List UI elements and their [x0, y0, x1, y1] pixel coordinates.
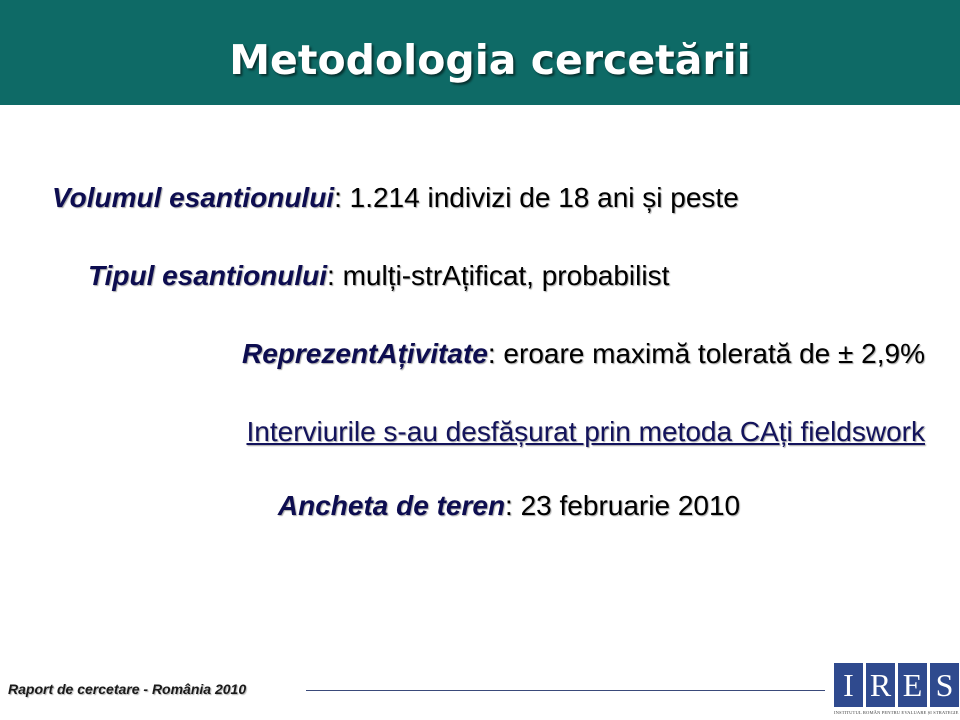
- interview-method-link[interactable]: Interviurile s-au desfășurat prin metoda CAți fieldswork: [246, 416, 925, 447]
- representativeness-value: : eroare maximă tolerată de ± 2,9%: [487, 338, 925, 369]
- logo-letter-s: S: [930, 663, 959, 707]
- logo-subtitle: INSTITUTUL ROMÂN PENTRU EVALUARE ȘI STRATEGIE: [834, 710, 959, 715]
- sample-size-value: : 1.214 indivizi de 18 ani și peste: [334, 182, 739, 213]
- sample-type-value: : mulți-strAțificat, probabilist: [327, 260, 670, 291]
- representativeness-label: ReprezentAțivitate: [242, 338, 488, 369]
- sample-size-line: [52, 181, 739, 215]
- logo-letter-r: R: [866, 663, 895, 707]
- fieldwork-date-value: : 23 februarie 2010: [505, 490, 741, 521]
- sample-type-label: Tipul esantionului: [88, 260, 328, 291]
- fieldwork-date-line: [0, 489, 960, 523]
- title-banner: [0, 0, 960, 105]
- logo-letter-i: I: [834, 663, 863, 707]
- slide-title: Metodologia cercetării: [229, 36, 751, 84]
- ires-logo: [834, 663, 958, 717]
- logo-letter-e: E: [898, 663, 927, 707]
- representativeness-line: [242, 337, 925, 371]
- fieldwork-date-label: Ancheta de teren: [277, 490, 506, 521]
- sample-type-line: [88, 259, 669, 293]
- footer-divider: [306, 690, 825, 691]
- footer-report-text: Raport de cercetare - România 2010: [8, 681, 247, 697]
- sample-size-label: Volumul esantionului: [52, 182, 335, 213]
